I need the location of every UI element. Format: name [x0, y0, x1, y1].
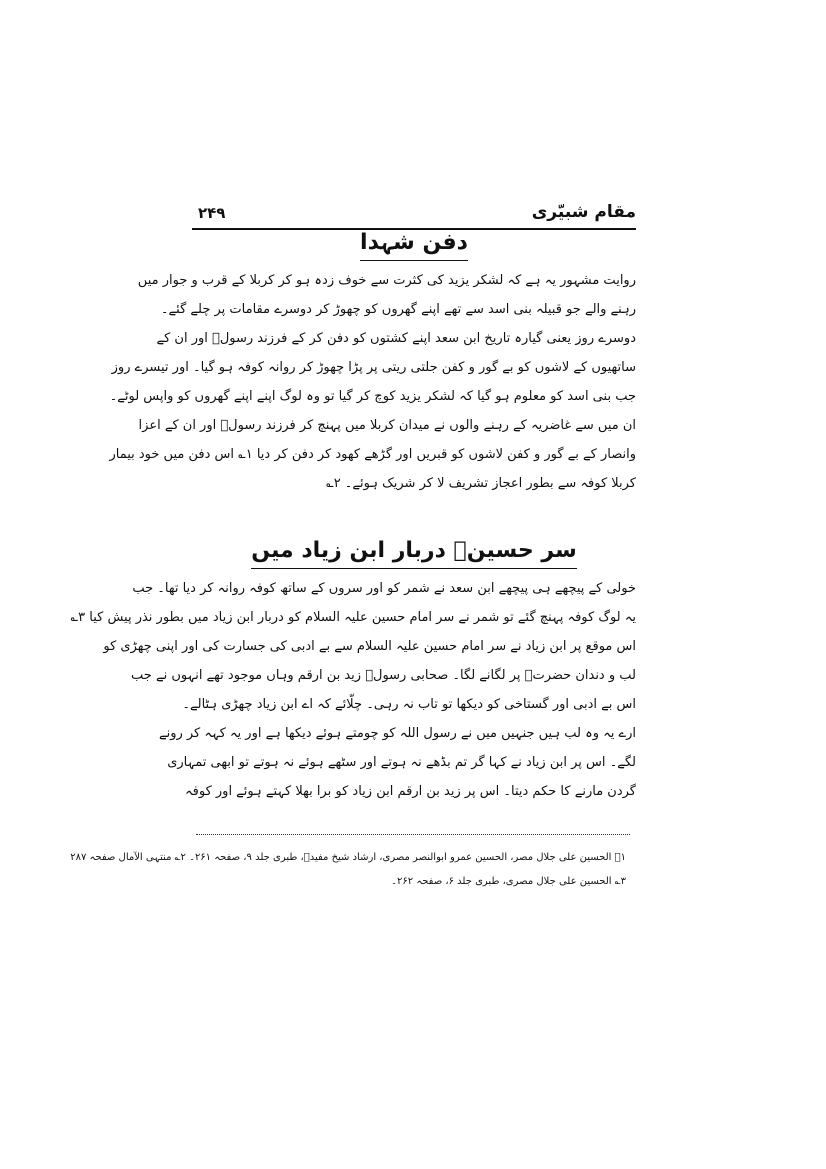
text-line: رہنے والے جو قبیلہ بنی اسد سے تھے اپنے گھروں کو چھوڑ کر دوسرے مقامات پر چلے گئے۔	[160, 302, 636, 317]
section-heading-text: دفن شہدا	[360, 228, 468, 261]
text-line: لب و دندان حضرتؑ پر لگانے لگا۔ صحابی رسولؐ زید بن ارقم وہاں موجود تھے انہوں نے جب	[131, 668, 636, 683]
paragraph-burial	[109, 266, 636, 498]
text-line: ارے یہ وہ لب ہیں جنہیں میں نے رسول اللہ کو چومتے ہوئے دیکھا ہے اور یہ کہہ کر رونے	[158, 726, 636, 741]
section-heading-burial	[192, 228, 636, 261]
text-line: گردن مارنے کا حکم دیتا۔ اس پر زید بن ارقم ابن زیاد کو برا بھلا کہتے ہوئے اور کوفہ	[185, 784, 636, 799]
text-line: جب بنی اسد کو معلوم ہو گیا کہ لشکر یزید کوچ کر گیا تو وہ لوگ اپنے اپنے گھروں کو واپس لوٹے۔	[109, 389, 636, 404]
running-header	[192, 198, 636, 226]
text-line: یہ لوگ کوفہ پہنچ گئے تو شمر نے سر امام حسین علیہ السلام کو دربار ابن زیاد میں بطور نذر پیش کیا ۳؎	[70, 610, 636, 625]
text-line: کربلا کوفہ سے بطور اعجاز تشریف لا کر شریک ہوئے۔ ۲؎	[326, 476, 636, 491]
book-title: مقام شبیّری	[531, 202, 636, 222]
text-line: لگے۔ اس پر ابن زیاد نے کہا گر تم بڈھے نہ ہوتے اور سٹھے ہوئے نہ ہوتے تو ابھی تمہاری	[167, 755, 636, 770]
text-line: اس بے ادبی اور گستاخی کو دیکھا تو تاب نہ رہی۔ چلّائے کہ اے ابن زیاد چھڑی ہٹالے۔	[182, 697, 636, 712]
paragraph-court	[70, 574, 636, 806]
section-heading-text: سر حسینؑ دربار ابن زیاد میں	[251, 536, 576, 569]
footnote: ۱؎ الحسین علی جلال مصر، الحسین عمرو ابوالنصر مصری، ارشاد شیخ مفیدؒ، طبری جلد ۹، صفحہ ۲۶۱۔ ۲؎ منتہی الآمال صفحہ ۲۸۷	[70, 852, 626, 863]
text-line: وانصار کے بے گور و کفن لاشوں کو قبریں اور گڑھے کھود کر دفن کر دیا ۱؎ اس دفن میں خود بیمار	[109, 447, 636, 462]
text-line: خولی کے پیچھے ہی پیچھے ابن سعد نے شمر کو اور سروں کے ساتھ کوفہ روانہ کر دیا تھا۔ جب	[132, 581, 636, 596]
text-line: دوسرے روز یعنی گیارہ تاریخ ابن سعد اپنے کشتوں کو دفن کر کے فرزند رسولؐ اور ان کے	[156, 331, 636, 346]
page-number: ۲۴۹	[198, 204, 226, 222]
text-line: اس موقع پر ابن زیاد نے سر امام حسین علیہ السلام سے بے ادبی کی جسارت کی اور اپنی چھڑی کو	[103, 639, 636, 654]
footnote-separator	[196, 834, 630, 835]
footnotes	[70, 846, 626, 894]
text-line: ان میں سے غاضریہ کے رہنے والوں نے میدان کربلا میں پہنچ کر فرزند رسولؐ اور ان کے اعزا	[138, 418, 636, 433]
text-line: ساتھیوں کے لاشوں کو بے گور و کفن جلتی ریتی پر پڑا چھوڑ کر روانہ کوفہ ہو گیا۔ اور تیسرے روز	[111, 360, 636, 375]
section-heading-court	[192, 536, 636, 569]
document-page	[70, 190, 636, 890]
text-line: روایت مشہور یہ ہے کہ لشکر یزید کی کثرت سے خوف زدہ ہو کر کربلا کے قرب و جوار میں	[137, 273, 636, 288]
footnote: ۳؎ الحسین علی جلال مصری، طبری جلد ۶، صفحہ ۲۶۲۔	[391, 876, 626, 887]
